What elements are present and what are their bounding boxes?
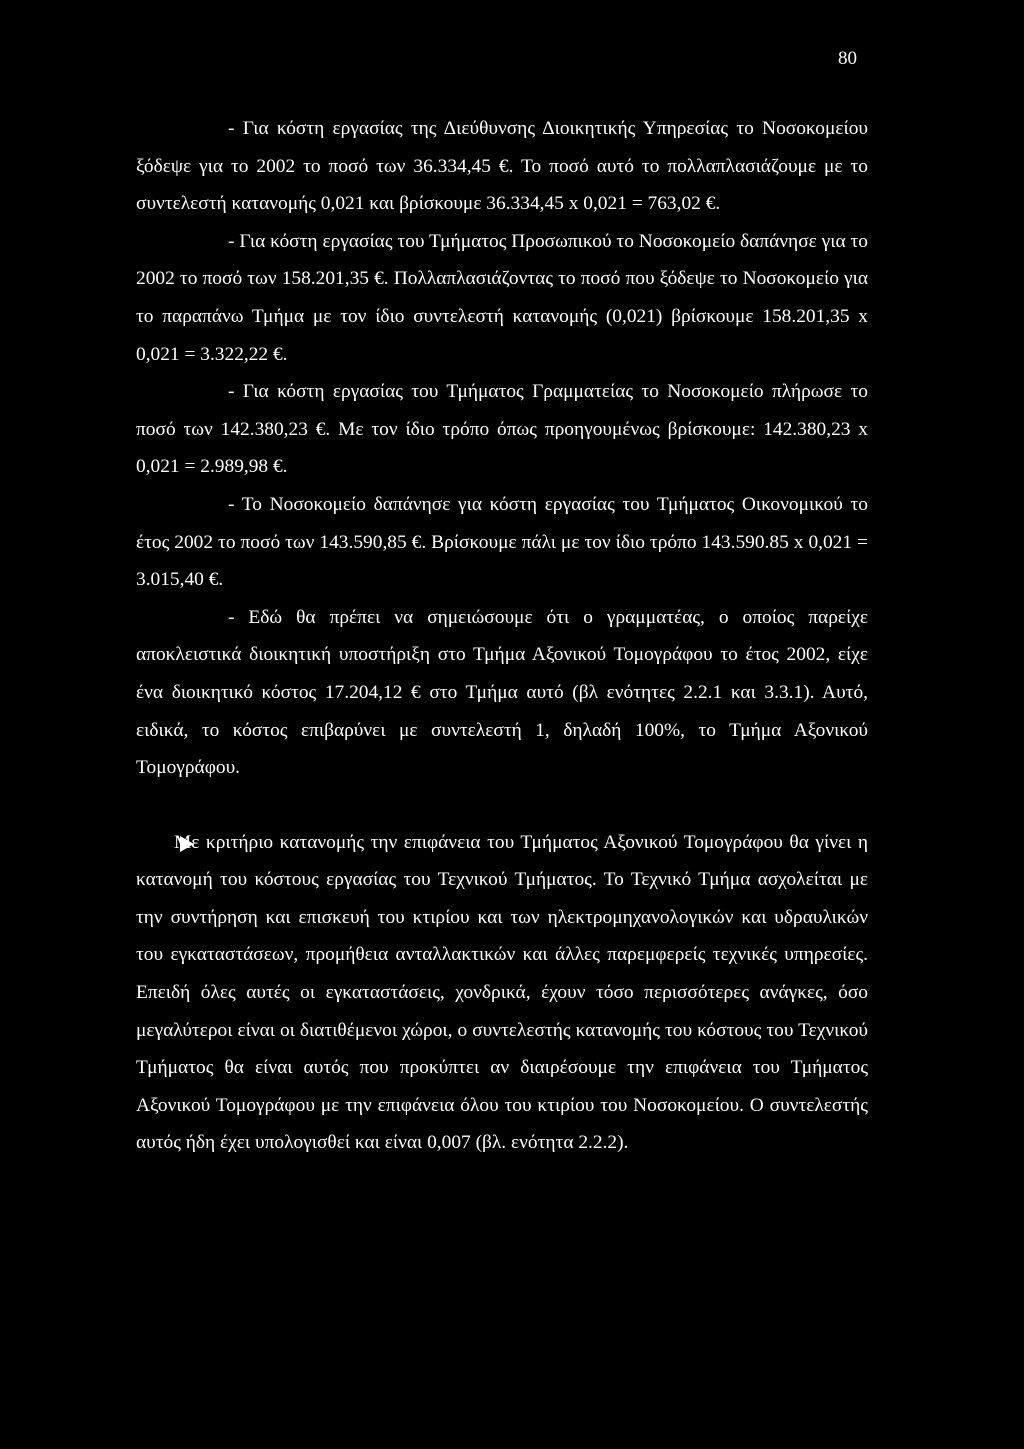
paragraph-personnel-cost: - Για κόστη εργασίας του Τμήματος Προσωπικού το Νοσοκομείο δαπάνησε για το 2002 το ποσό των 158.201,35 €. Πολλαπλασιάζοντας το ποσό που ξόδεψε το Νοσοκομείο για το παραπάνω Τμήμα με τον ίδιο συντελεστή κατανομής (0,021) βρίσκουμε 158.201,35 x 0,021 = 3.322,22 €. <box>136 230 868 365</box>
paragraph-admin-cost: - Για κόστη εργασίας της Διεύθυνσης Διοικητικής Υπηρεσίας το Νοσοκομείου ξόδεψε για το 2002 το ποσό των 36.334,45 €. Το ποσό αυτό το πολλαπλασιάζουμε με το συντελεστή κατανομής 0,021 και βρίσκουμε 36.334,45 x 0,021 = 763,02 €. <box>136 118 868 215</box>
document-body <box>136 110 868 1162</box>
bullet-paragraph-text: Με κριτήριο κατανομής την επιφάνεια του Τμήματος Αξονικού Τομογράφου θα γίνει η κατανομή του κόστους εργασίας του Τεχνικού Τμήματος. Το Τεχνικό Τμήμα ασχολείται με την συντήρηση και επισκευή του κτιρίου και των ηλεκτρομηχανολογικών και υδραυλικών του εγκαταστάσεων, προμήθεια ανταλλακτικών και άλλες παρεμφερείς τεχνικές υπηρεσίες. Επειδή όλες αυτές οι εγκαταστάσεις, χονδρικά, έχουν τόσο περισσότερες ανάγκες, όσο μεγαλύτεροι είναι οι διατιθέμενοι χώροι, ο συντελεστής κατανομής του κόστους του Τεχνικού Τμήματος θα είναι αυτός που προκύπτει αν διαιρέσουμε την επιφάνεια του Τμήματος Αξονικού Τομογράφου με την επιφάνεια όλου του κτιρίου του Νοσοκομείου. Ο συντελεστής αυτός ήδη έχει υπολογισθεί και είναι 0,007 (βλ. ενότητα 2.2.2). <box>136 831 868 1154</box>
bullet-paragraph-technical-dept <box>136 824 868 1162</box>
page-number: 80 <box>838 48 857 69</box>
paragraph-secretary-note: - Εδώ θα πρέπει να σημειώσουμε ότι ο γραμματέας, ο οποίος παρείχε αποκλειστικά διοικητική υποστήριξη στο Τμήμα Αξονικού Τομογράφου το έτος 2002, είχε ένα διοικητικό κόστος 17.204,12 € στο Τμήμα αυτό (βλ ενότητες 2.2.1 και 3.3.1). Αυτό, ειδικά, το κόστος επιβαρύνει με συντελεστή 1, δηλαδή 100%, το Τμήμα Αξονικού Τομογράφου. <box>136 606 868 779</box>
paragraph-finance-cost: - Το Νοσοκομείο δαπάνησε για κόστη εργασίας του Τμήματος Οικονομικού το έτος 2002 το ποσό των 143.590,85 €. Βρίσκουμε πάλι με τον ίδιο τρόπο 143.590.85 x 0,021 = 3.015,40 €. <box>136 493 868 591</box>
paragraph-secretariat-cost: - Για κόστη εργασίας του Τμήματος Γραμματείας το Νοσοκομείο πλήρωσε το ποσό των 142.380,23 €. Με τον ίδιο τρόπο όπως προηγουμένως βρίσκουμε: 142.380,23 x 0,021 = 2.989,98 €. <box>136 381 868 478</box>
arrow-bullet-icon <box>180 836 194 852</box>
